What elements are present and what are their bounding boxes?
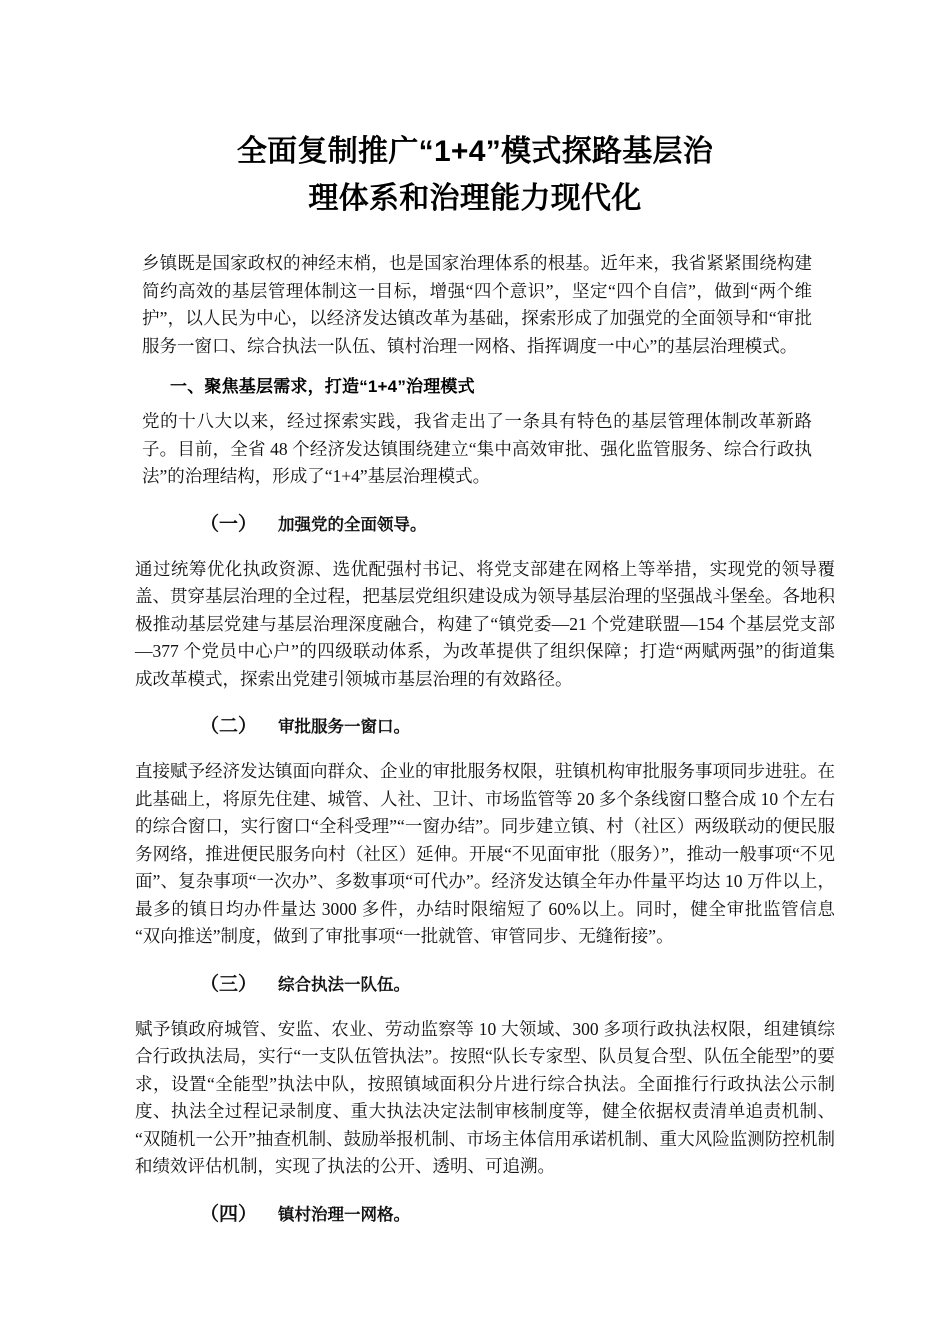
subsection-marker-2: （二） [200,716,258,737]
page-title-line-1: 全面复制推广“1+4”模式探路基层治 [236,135,714,168]
document-body [0,250,950,1228]
page-title-line-2: 理体系和治理能力现代化 [308,182,642,215]
subsection-marker-4: （四） [200,1203,258,1225]
subsection-marker-1: （一） [200,513,258,535]
subsection-heading-2 [0,713,950,740]
page-title [0,0,950,222]
subsection-heading-1 [0,511,950,538]
section-1-body: 党的十八大以来，经过探索实践，我省走出了一条具有特色的基层管理体制改革新路子。目前，全省 48 个经济发达镇围绕建立“集中高效审批、强化监管服务、综合行政执法”的治理结构，形成了“1+4”基层治理模式。 [142,411,812,486]
subsection-1-body: 通过统筹优化执政资源、选优配强村书记、将党支部建在网格上等举措，实现党的领导覆盖、贯穿基层治理的全过程，把基层党组织建设成为领导基层治理的坚强战斗堡垒。各地积极推动基层党建与基层治理深度融合，构建了“镇党委—21 个党建联盟—154 个基层党支部—377 个党员中心户”的四级联动体系，为改革提供了组织保障；打造“两赋两强”的街道集成改革模式，探索出党建引领城市基层治理的有效路径。 [135,558,835,689]
subsection-label-4: 镇村治理一网格。 [278,1204,410,1224]
subsection-3-body: 赋予镇政府城管、安监、农业、劳动监察等 10 大领域、300 多项行政执法权限，组建镇综合行政执法局，实行“一支队伍管执法”。按照“队长专家型、队员复合型、队伍全能型”的要求，设置“全能型”执法中队，按照镇域面积分片进行综合执法。全面推行行政执法公示制度、执法全过程记录制度、重大执法决定法制审核制度等，健全依据权责清单追责机制、“双随机一公开”抽查机制、鼓励举报机制、市场主体信用承诺机制、重大风险监测防控机制和绩效评估机制，实现了执法的公开、透明、可追溯。 [135,1018,835,1176]
subsection-label-2: 审批服务一窗口。 [278,717,410,736]
subsection-label-3: 综合执法一队伍。 [278,974,410,994]
subsection-heading-4 [0,1201,950,1228]
intro-paragraph: 乡镇既是国家政权的神经末梢，也是国家治理体系的根基。近年来，我省紧紧围绕构建简约高效的基层管理体制这一目标，增强“四个意识”，坚定“四个自信”，做到“两个维护”，以人民为中心，以经济发达镇改革为基础，探索形成了加强党的全面领导和“审批服务一窗口、综合执法一队伍、镇村治理一网格、指挥调度一中心”的基层治理模式。 [142,253,812,356]
section-heading-1: 一、聚焦基层需求，打造“1+4”治理模式 [170,377,475,396]
subsection-heading-3 [0,971,950,998]
subsection-2-body: 直接赋予经济发达镇面向群众、企业的审批服务权限，驻镇机构审批服务事项同步进驻。在此基础上，将原先住建、城管、人社、卫计、市场监管等 20 多个条线窗口整合成 10 个左右的综合窗口，实行窗口“全科受理”“一窗办结”。同步建立镇、村（社区）两级联动的便民服务网络，推进便民服务向村（社区）延伸。开展“不见面审批（服务）”，推动一般事项“不见面”、复杂事项“一次办”、多数事项“可代办”。经济发达镇全年办件量平均达 10 万件以上， 最多的镇日均办件量达 3000 多件，办结时限缩短了 60%以上。同时，健全审批监管信息“双向推送”制度，做到了审批事项“一批就管、审管同步、无缝衔接”。 [135,761,835,946]
subsection-label-1: 加强党的全面领导。 [278,514,427,534]
subsection-marker-3: （三） [200,973,258,995]
